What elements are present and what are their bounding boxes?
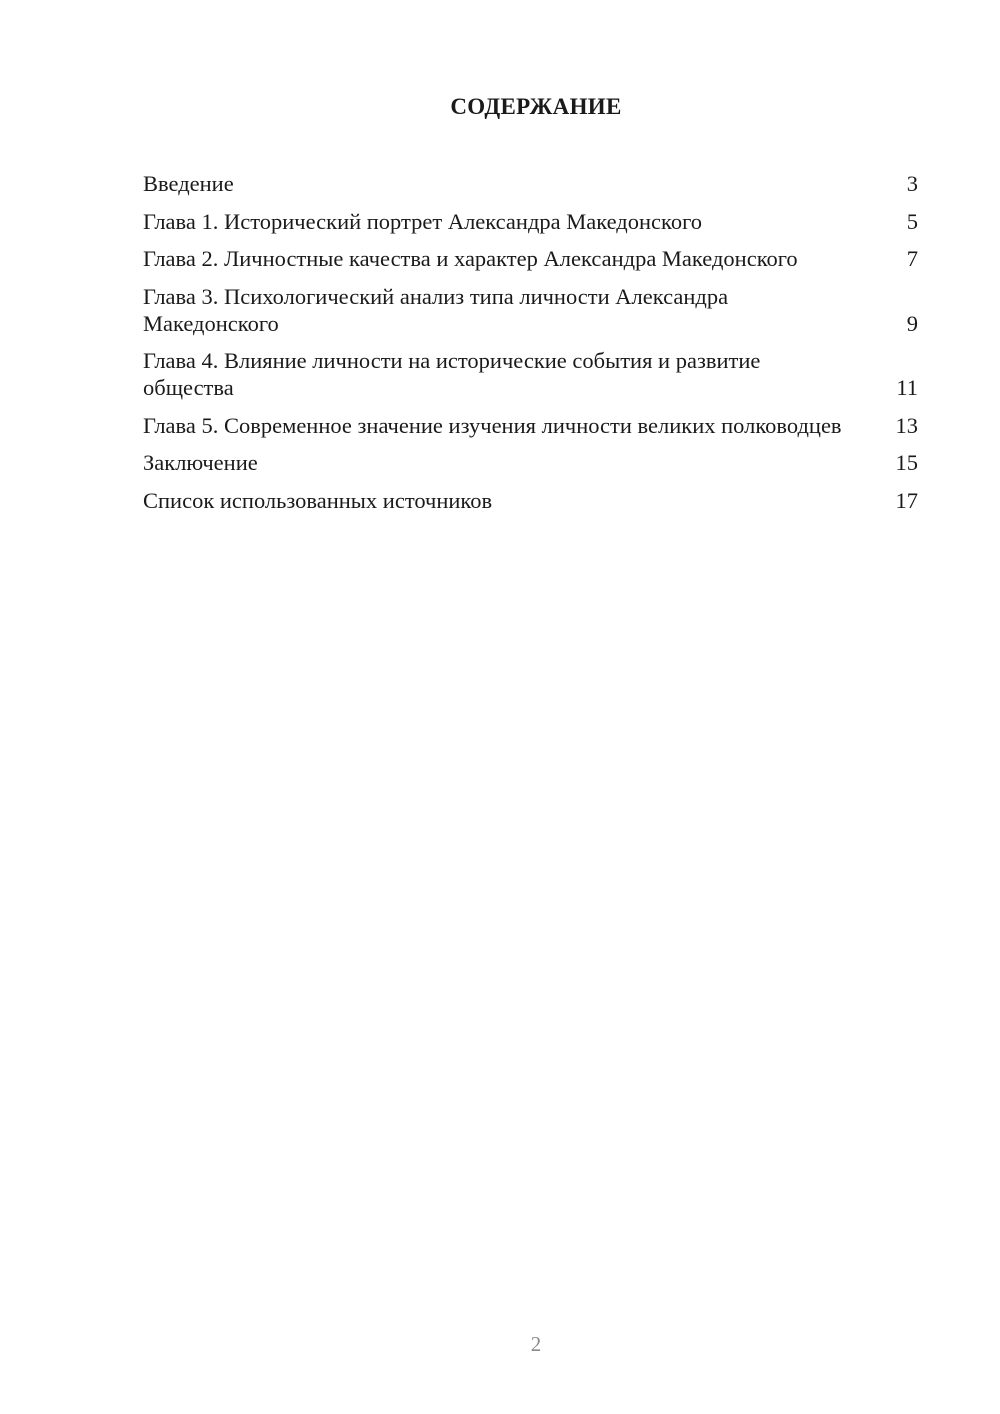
toc-entry-introduction xyxy=(143,170,918,197)
table-of-contents xyxy=(143,170,918,524)
toc-entry-title: Глава 1. Исторический портрет Александра Македонского xyxy=(143,208,702,234)
toc-entry-references xyxy=(143,487,918,514)
toc-entry-chapter-5 xyxy=(143,412,918,439)
toc-entry-page: 11 xyxy=(896,375,918,400)
toc-entry-page: 15 xyxy=(895,450,918,475)
toc-entry-page: 7 xyxy=(906,246,918,271)
toc-entry-page: 9 xyxy=(906,310,918,336)
toc-entry-title: Глава 4. Влияние личности на исторические события и развитие общества xyxy=(143,348,761,400)
toc-entry-page: 13 xyxy=(895,412,918,438)
page-number: 2 xyxy=(530,1332,542,1356)
toc-entry-title: Глава 2. Личностные качества и характер Александра Македонского xyxy=(143,246,798,271)
toc-entry-title: Глава 5. Современное значение изучения личности великих полководцев xyxy=(143,412,842,438)
toc-entry-title: Глава 3. Психологический анализ типа личности Александра Македонского xyxy=(143,283,729,336)
toc-entry-chapter-1 xyxy=(143,208,918,235)
toc-entry-chapter-2 xyxy=(143,245,918,272)
toc-entry-chapter-3 xyxy=(143,283,918,337)
page-title: СОДЕРЖАНИЕ xyxy=(450,94,622,119)
toc-entry-title: Введение xyxy=(143,171,234,196)
toc-entry-title: Список использованных источников xyxy=(143,487,493,513)
toc-entry-title: Заключение xyxy=(143,450,258,475)
toc-entry-chapter-4 xyxy=(143,347,918,401)
toc-entry-page: 5 xyxy=(906,208,918,234)
toc-entry-page: 17 xyxy=(895,487,918,513)
toc-entry-page: 3 xyxy=(906,171,918,196)
toc-entry-conclusion xyxy=(143,449,918,476)
